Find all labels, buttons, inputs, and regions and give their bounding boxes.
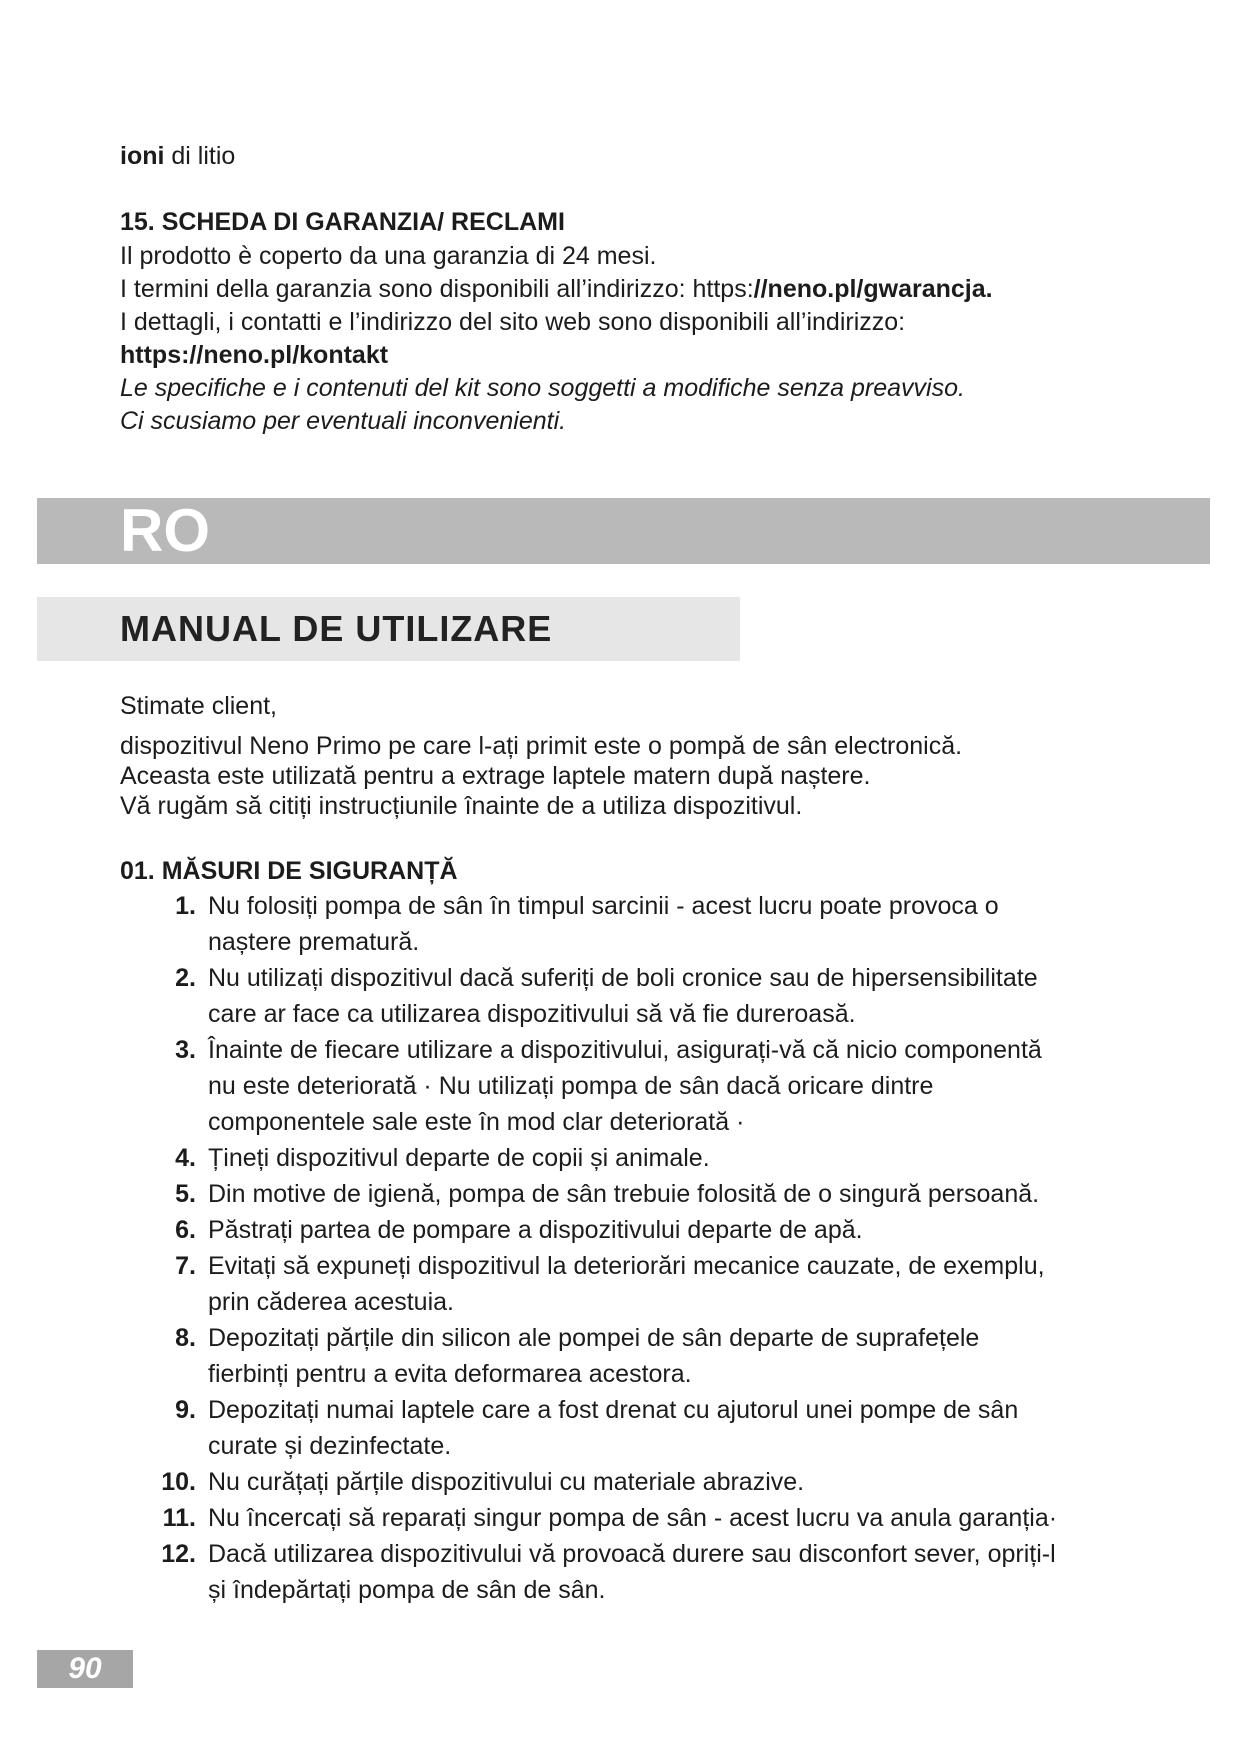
- continued-text-fragment: [120, 140, 235, 173]
- intro-paragraph: [120, 690, 962, 820]
- safety-list-item: [160, 1032, 1057, 1140]
- safety-item-number: 7.: [175, 1252, 196, 1280]
- disclaimer-line-1: Le specifiche e i contenuti del kit sono soggetti a modifiche senza preavviso.: [120, 374, 965, 402]
- safety-item-number: 5.: [175, 1180, 196, 1208]
- safety-item-text: Nu curățați părțile dispozitivului cu materiale abrazive.: [208, 1468, 805, 1496]
- language-code: RO: [120, 497, 210, 564]
- warranty-terms-text: I termini della garanzia sono disponibili all’indirizzo: https:: [120, 275, 754, 303]
- safety-list-item: [160, 1140, 1057, 1176]
- safety-item-text: Depozitați părțile din silicon ale pompei de sân departe de suprafețele fierbinți pentru a evita deformarea acestora.: [208, 1324, 980, 1388]
- safety-item-number: 1.: [175, 892, 196, 920]
- safety-list-item: [160, 1212, 1057, 1248]
- safety-item-text: Nu utilizați dispozitivul dacă suferiți de boli cronice sau de hipersensibilitate care ar face ca utilizarea dispozitivului să vă fie dureroasă.: [208, 964, 1038, 1028]
- safety-list: [160, 888, 1057, 1608]
- safety-item-text: Depozitați numai laptele care a fost drenat cu ajutorul unei pompe de sân curate și dezinfectate.: [208, 1396, 1019, 1460]
- warranty-line-1: Il prodotto è coperto da una garanzia di 24 mesi.: [120, 242, 657, 270]
- disclaimer-line-2: Ci scusiamo per eventuali inconvenienti.: [120, 407, 567, 435]
- safety-item-text: Evitați să expuneți dispozitivul la deteriorări mecanice cauzate, de exemplu, prin căderea acestuia.: [208, 1252, 1045, 1316]
- safety-item-text: Din motive de igienă, pompa de sân trebuie folosită de o singură persoană.: [208, 1180, 1040, 1208]
- intro-line-1: dispozitivul Neno Primo pe care l-ați primit este o pompă de sân electronică.: [120, 732, 963, 760]
- safety-item-number: 12.: [161, 1540, 196, 1568]
- safety-item-text: Păstrați partea de pompare a dispozitivului departe de apă.: [208, 1216, 863, 1244]
- fragment-rest: di litio: [164, 142, 236, 170]
- intro-line-3: Vă rugăm să citiți instrucțiunile înainte de a utiliza dispozitivul.: [120, 792, 803, 820]
- greeting: Stimate client,: [120, 692, 278, 720]
- warranty-line-3: I dettagli, i contatti e l’indirizzo del sito web sono disponibili all’indirizzo:: [120, 308, 906, 336]
- safety-item-text: Țineți dispozitivul departe de copii și animale.: [208, 1144, 710, 1172]
- intro-line-2: Aceasta este utilizată pentru a extrage laptele matern după naștere.: [120, 762, 871, 790]
- contact-url-link[interactable]: https://neno.pl/kontakt: [120, 341, 389, 369]
- safety-item-number: 11.: [162, 1504, 196, 1532]
- safety-item-text: Dacă utilizarea dispozitivului vă provoacă durere sau disconfort sever, opriți-l și îndepărtați pompa de sân de sân.: [208, 1540, 1056, 1604]
- safety-item-text: Nu încercați să reparați singur pompa de sân - acest lucru va anula garanția·: [208, 1504, 1058, 1532]
- fragment-bold: ioni: [120, 142, 165, 170]
- warranty-body: [120, 240, 993, 438]
- safety-list-item: [160, 960, 1057, 1032]
- safety-item-number: 8.: [175, 1324, 196, 1352]
- safety-list-item: [160, 1392, 1057, 1464]
- page-number: 90: [68, 1652, 102, 1685]
- safety-item-number: 10.: [161, 1468, 196, 1496]
- safety-heading: 01. MĂSURI DE SIGURANȚĂ: [120, 857, 458, 885]
- safety-item-text: Înainte de fiecare utilizare a dispozitivului, asigurați-vă că nicio componentă nu este deteriorată · Nu utilizați pompa de sân dacă oricare dintre componentele sale este în mod clar deteriorată ·: [208, 1036, 1042, 1136]
- safety-item-text: Nu folosiți pompa de sân în timpul sarcinii - acest lucru poate provoca o naștere prematură.: [208, 892, 999, 956]
- warranty-heading: 15. SCHEDA DI GARANZIA/ RECLAMI: [120, 208, 565, 236]
- safety-item-number: 6.: [175, 1216, 196, 1244]
- safety-list-item: [160, 1248, 1057, 1320]
- safety-list-item: [160, 1176, 1057, 1212]
- safety-item-number: 9.: [175, 1396, 196, 1424]
- safety-item-number: 2.: [175, 964, 196, 992]
- warranty-url-link[interactable]: //neno.pl/gwarancja.: [753, 275, 993, 303]
- language-band: [37, 498, 1210, 564]
- safety-list-item: [160, 1320, 1057, 1392]
- safety-list-item: [160, 1536, 1057, 1608]
- manual-title: MANUAL DE UTILIZARE: [120, 608, 553, 649]
- warranty-line-2: [120, 273, 993, 306]
- safety-list-item: [160, 1500, 1057, 1536]
- safety-list-item: [160, 888, 1057, 960]
- safety-list-item: [160, 1464, 1057, 1500]
- safety-item-number: 3.: [175, 1036, 196, 1064]
- safety-item-number: 4.: [175, 1144, 196, 1172]
